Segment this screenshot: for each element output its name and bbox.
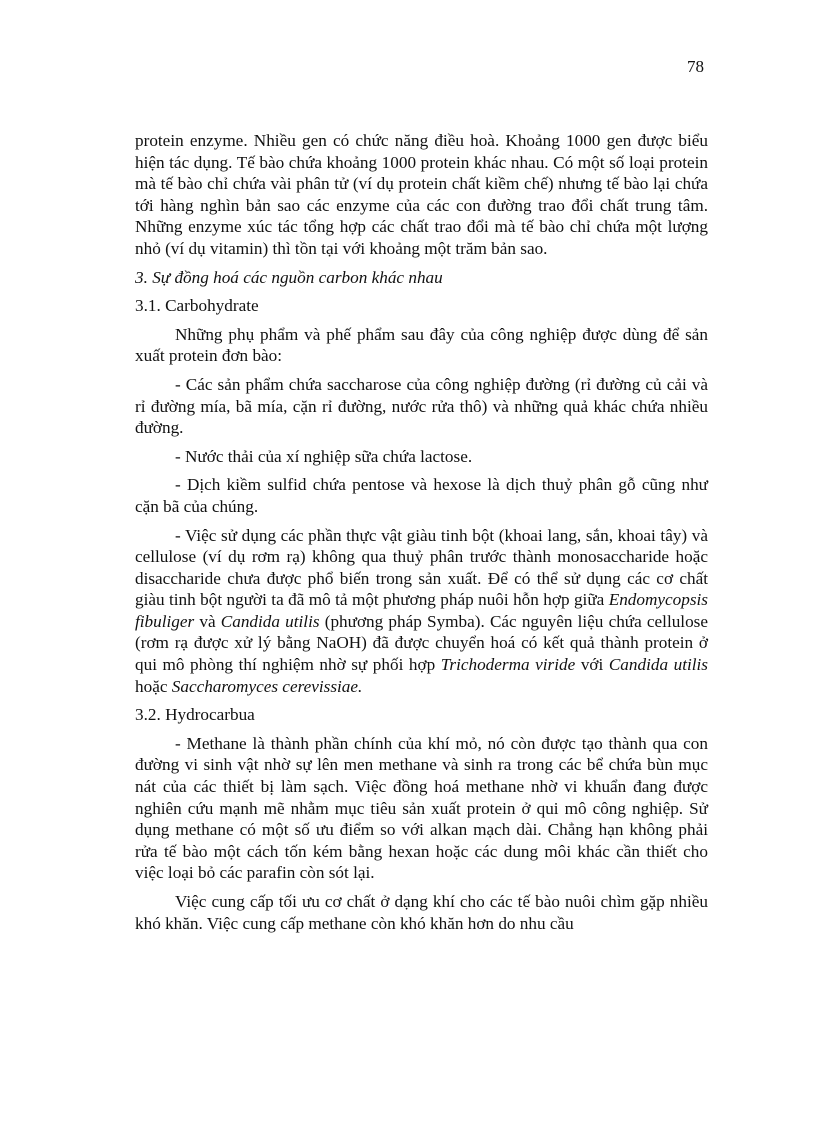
text-segment: và [194,611,221,631]
carbohydrate-intro-paragraph: Những phụ phẩm và phế phẩm sau đây của công nghiệp được dùng để sản xuất protein đơn bào: [135,324,708,366]
page-number: 78 [687,57,704,76]
methane-supply-paragraph: Việc cung cấp tối ưu cơ chất ở dạng khí cho các tế bào nuôi chìm gặp nhiều khó khăn. Việc cung cấp methane còn khó khăn hơn do nhu cầu [135,892,708,933]
list-item-saccharose: - Các sản phẩm chứa saccharose của công nghiệp đường (rỉ đường củ cải và rỉ đường mía, bã mía, cặn rỉ đường, nước rửa thô) và những quả khác chứa nhiều đường. [135,374,708,438]
text-segment: hoặc [135,676,172,696]
page-body [135,130,708,934]
list-item-starch-cellulose [135,525,708,698]
text-segment: (phương pháp Symba). Các nguyên liệu chứa cellulose (rơm rạ được xử lý bằng NaOH) đã được chuyển hoá có kết quả thành protein ở qui mô phòng thí nghiệm nhờ sự phối hợp [135,611,708,675]
subsection-heading-carbohydrate: 3.1. Carbohydrate [135,296,259,316]
subsection-heading-hydrocarbua: 3.2. Hydrocarbua [135,705,255,725]
species-name: Saccharomyces cerevissiae. [171,676,363,696]
list-item-sulfid: - Dịch kiềm sulfid chứa pentose và hexose là dịch thuỷ phân gỗ cũng như cặn bã của chúng. [135,475,708,516]
list-item-methane: - Methane là thành phần chính của khí mỏ, nó còn được tạo thành qua con đường vi sinh vật nhờ sự lên men methane và sinh ra trong các bể chứa bùn mục nát của các thiết bị làm sạch. Việc đồng hoá methane nhờ vi khuẩn đang được nghiên cứu mạnh mẽ nhằm mục tiêu sản xuất protein ở qui mô công nghiệp. Sử dụng methane có một số ưu điểm so với alkan mạch dài. Chẳng hạn không phải rửa tế bào một cách tốn kém bằng hexan hoặc các dung môi khác cần thiết cho việc loại bỏ các parafin còn sót lại. [135,733,708,883]
species-name: Candida utilis [220,611,320,631]
species-name: Trichoderma viride [440,655,576,675]
species-name: Endomycopsis fibuliger [135,590,708,631]
intro-paragraph: protein enzyme. Nhiều gen có chức năng điều hoà. Khoảng 1000 gen được biểu hiện tác dụng. Tế bào chứa khoảng 1000 protein khác nhau. Có một số loại protein mà tế bào chỉ chứa vài phân tử (ví dụ protein chất kiềm chế) nhưng tế bào lại chứa tới hàng nghìn bản sao các enzyme của các con đường trao đổi chất trung tâm. Những enzyme xúc tác tổng hợp các chất trao đổi mà tế bào chỉ chứa một lượng nhỏ (ví dụ vitamin) thì tồn tại với khoảng một trăm bản sao. [135,131,708,258]
text-segment: - Việc sử dụng các phần thực vật giàu tinh bột (khoai lang, sắn, khoai tây) và cellulose (ví dụ rơm rạ) không qua thuỷ phân trước thành monosaccharide hoặc disaccharide chưa được phổ biến trong sản xuất. Để có thể sử dụng các cơ chất giàu tinh bột người ta đã mô tả một phương pháp nuôi hỗn hợp giữa [135,525,708,610]
species-name: Candida utilis [608,655,708,675]
list-item-lactose: - Nước thải của xí nghiệp sữa chứa lactose. [175,446,473,466]
section-heading: 3. Sự đồng hoá các nguồn carbon khác nhau [135,267,443,287]
text-segment: với [575,655,609,675]
